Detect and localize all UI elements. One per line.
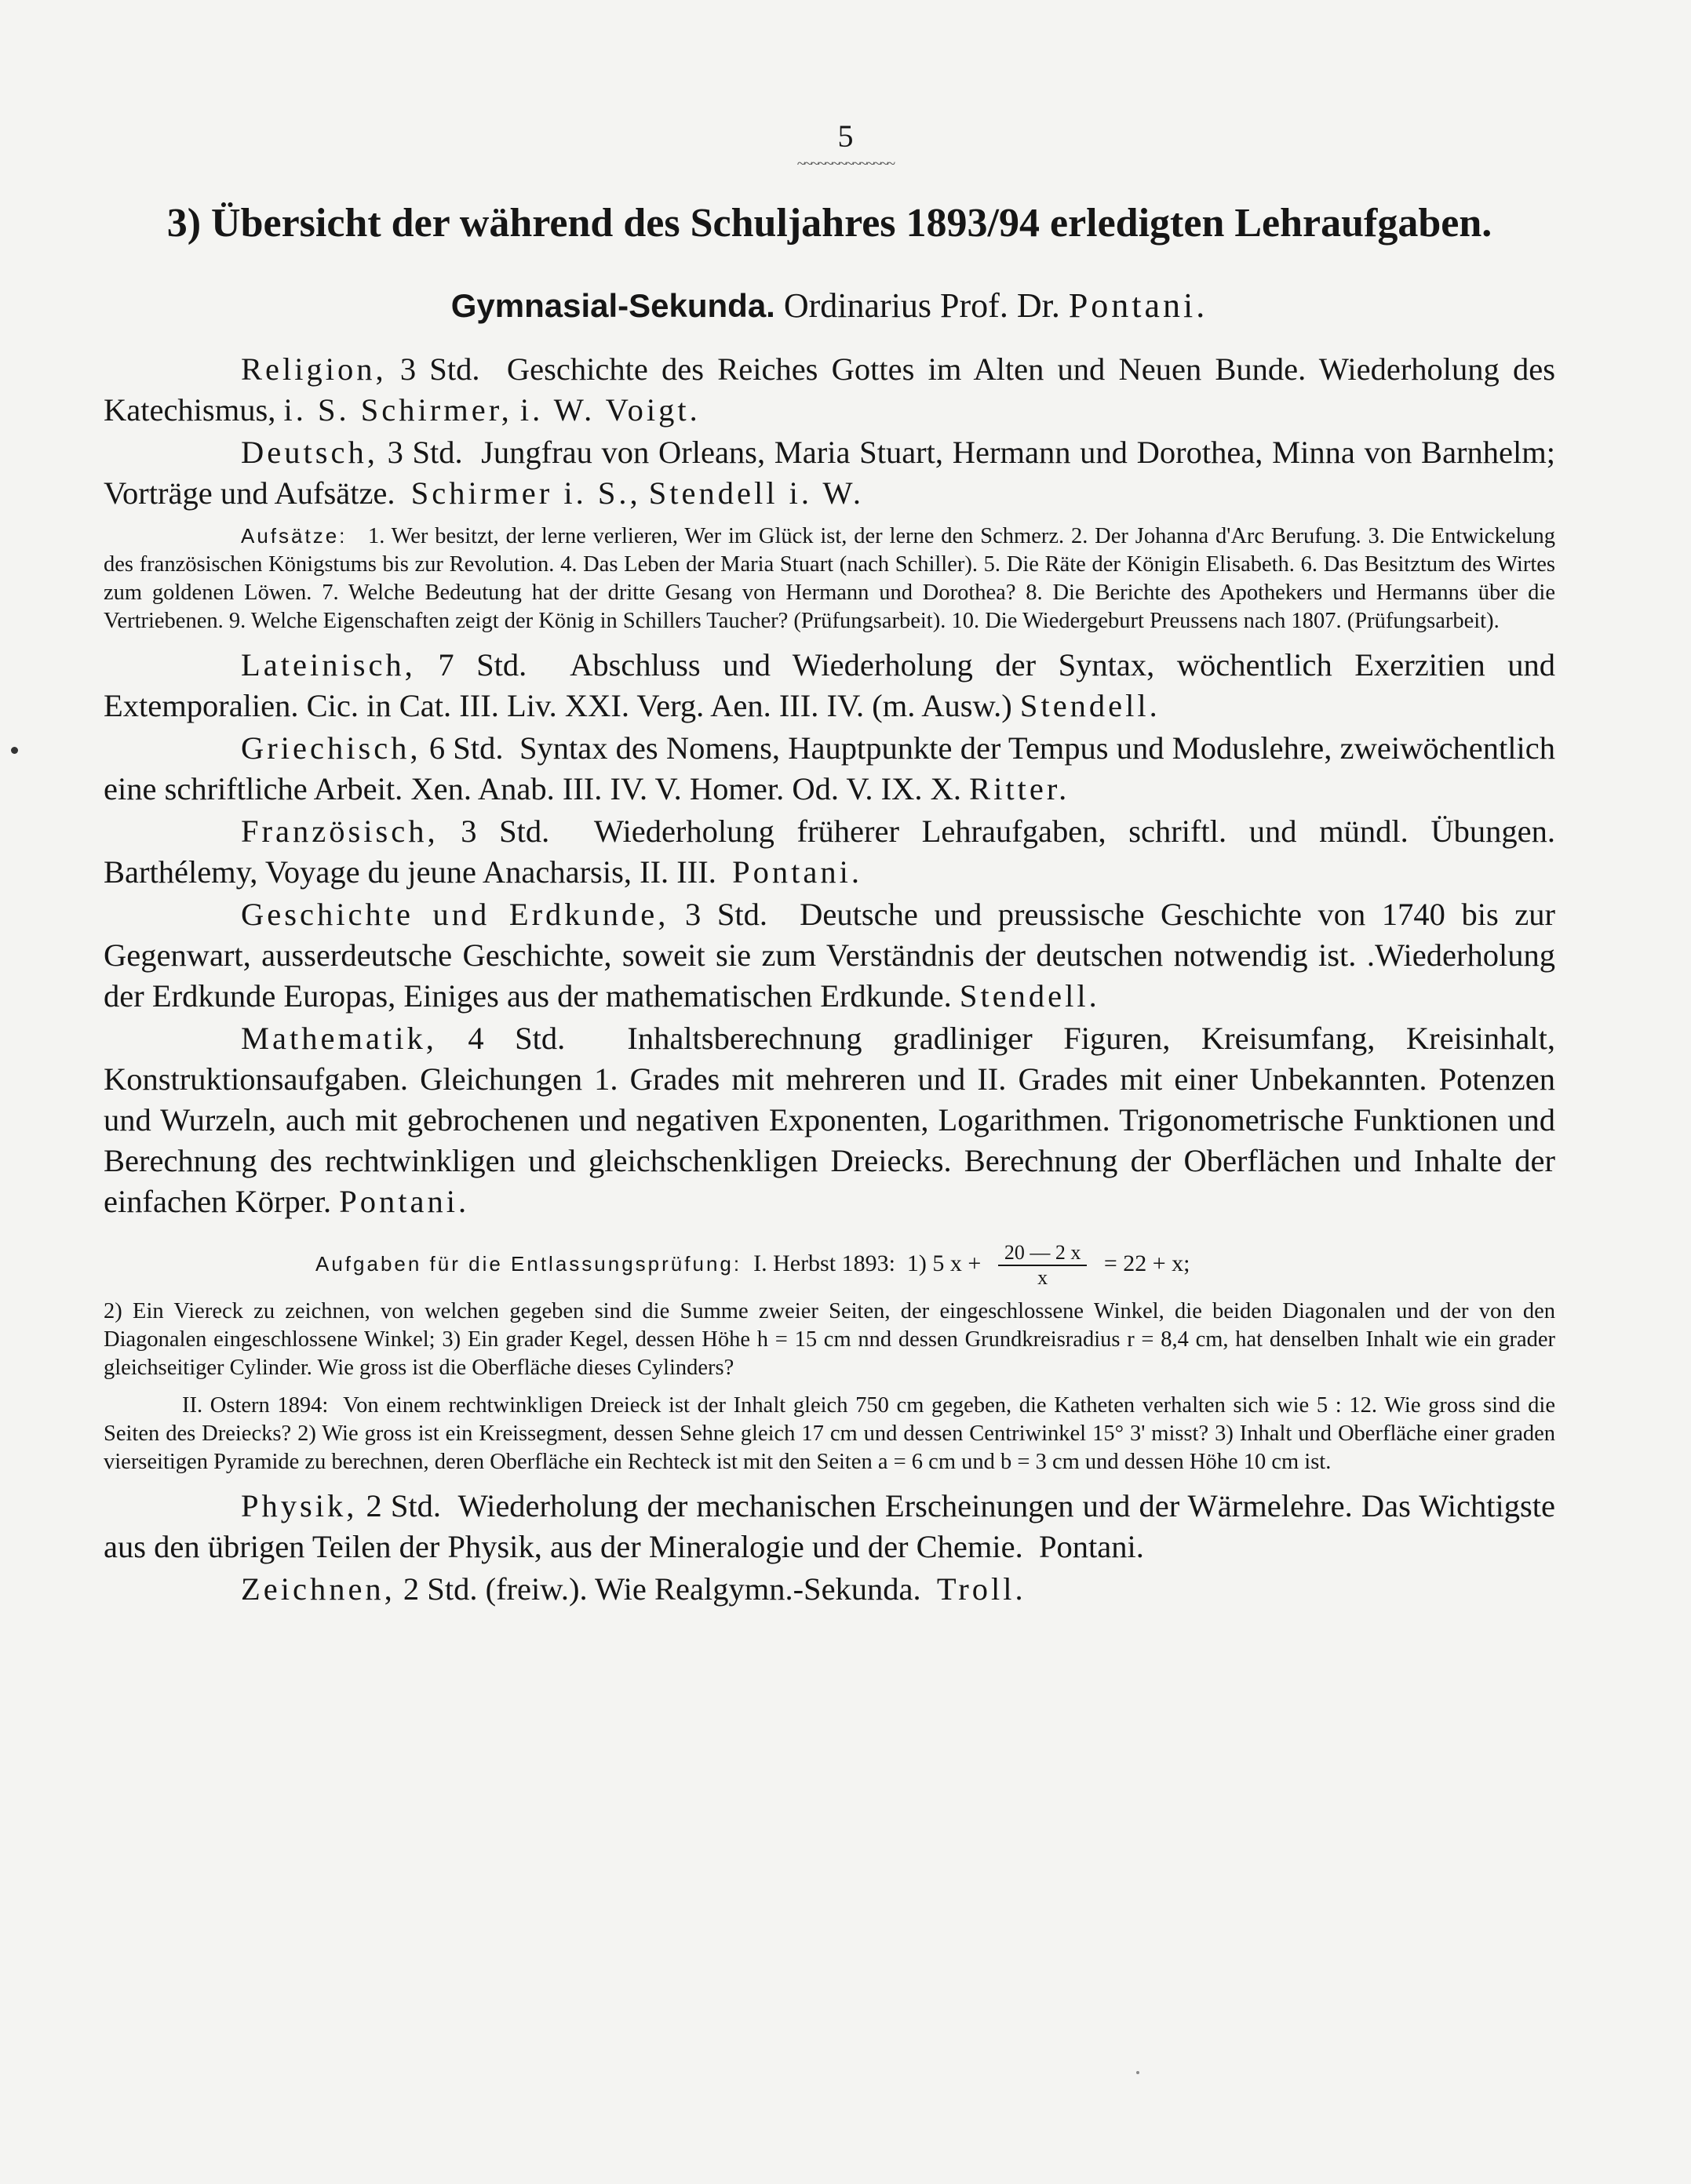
class-heading xyxy=(104,278,1555,333)
subject-name: Mathematik, xyxy=(241,1021,437,1056)
subject-deutsch xyxy=(104,432,1555,514)
subject-text: (freiw.). Wie Realgymn.-Sekunda. xyxy=(485,1571,921,1607)
teacher-summer: Schirmer i. S., xyxy=(410,475,641,511)
subject-mathematik xyxy=(104,1018,1555,1222)
page-number: 5 xyxy=(837,118,854,154)
subject-latein xyxy=(104,645,1555,726)
subject-name: Griechisch, xyxy=(241,730,421,766)
ostern-text: Von einem rechtwinkligen Dreieck ist der Inhalt gleich 750 cm gegeben, die Katheten verhalten sich wie 5 : 12. Wie gross sind die Seiten des Dreiecks? 2) Wie gross ist ein Kreissegment, dessen Sehne gleich 17 cm und dessen Centriwinkel 15° 3' misst? 3) Inhalt und Oberfläche einer graden vierseitigen Pyramide zu berechnen, deren Oberfläche ein Rechteck ist mit den Seiten a = 6 cm und b = 3 cm und dessen Höhe 10 cm ist. xyxy=(104,1393,1555,1474)
subject-physik xyxy=(104,1486,1555,1567)
aufsaetze-list xyxy=(104,522,1555,635)
teacher: Troll. xyxy=(936,1571,1026,1607)
pruefung-label: Aufgaben für die Entlassungsprüfung: xyxy=(315,1251,742,1276)
equation-rhs: = 22 + x; xyxy=(1103,1250,1190,1276)
subject-text: Syntax des Nomens, Hauptpunkte der Tempus und Moduslehre, zweiwöchentlich eine schriftliche Arbeit. Xen. Anab. III. IV. V. Homer. Od. V. IX. X. xyxy=(104,730,1556,806)
section-heading: 3) Übersicht der während des Schuljahres 1893/94 erledigten Lehraufgaben. xyxy=(166,201,1492,246)
subject-text: Abschluss und Wiederholung der Syntax, wöchentlich Exerzitien und Extemporalien. Cic. in Cat. III. Liv. XXI. Verg. Aen. III. IV. (m. Ausw.) xyxy=(104,647,1555,723)
content-body xyxy=(104,192,1555,1610)
subject-hours: 7 Std. xyxy=(438,647,527,682)
subject-hours: 2 Std. xyxy=(403,1571,478,1607)
subject-hours: 6 Std. xyxy=(428,730,504,766)
equation-fraction xyxy=(998,1241,1088,1290)
ostern-tasks xyxy=(104,1392,1555,1476)
subject-text: Wiederholung früherer Lehraufgaben, schriftl. und mündl. Übungen. Barthélemy, Voyage du jeune Anacharsis, II. III. xyxy=(104,814,1555,890)
fraction-denominator: x xyxy=(1037,1266,1048,1289)
ordinarius-label: Ordinarius Prof. Dr. xyxy=(783,286,1060,325)
subject-hours: 4 Std. xyxy=(468,1021,566,1056)
fraction-numerator: 20 — 2 x xyxy=(998,1241,1088,1266)
equation-lhs: 1) 5 x + xyxy=(906,1250,982,1276)
subject-text: Deutsche und preussische Geschichte von 1740 bis zur Gegenwart, ausserdeutsche Geschichte, soweit sie zum Verständnis der deutschen notwendig ist. .Wiederholung der Erdkunde Europas, Einiges aus der mathematischen Erdkunde. xyxy=(104,897,1556,1014)
teacher-winter: i. W. Voigt. xyxy=(519,392,701,428)
subject-name: Lateinisch, xyxy=(241,647,416,682)
page-number-ornament: ~~~~~~~~~~~~~~ xyxy=(796,155,895,173)
subject-name: Zeichnen, xyxy=(241,1571,395,1607)
subject-name: Französisch, xyxy=(241,814,439,849)
subject-geschichte xyxy=(104,894,1555,1017)
subject-hours: 3 Std. xyxy=(399,351,480,387)
teacher-winter: Stendell i. W. xyxy=(648,475,865,511)
aufsaetze-text: 1. Wer besitzt, der lerne verlieren, Wer im Glück ist, der lerne den Schmerz. 2. Der Johanna d'Arc Berufung. 3. Die Entwickelung des französischen Königstums bis zur Revolution. 4. Das Leben der Maria Stuart (nach Schiller). 5. Die Räte der Königin Elisabeth. 6. Das Besitztum des Wirtes zum goldenen Löwen. 7. Welche Bedeutung hat der dritte Gesang von Hermann und Dorothea? 8. Die Berichte des Apothekers und Hermanns über die Vertriebenen. 9. Welche Eigenschaften zeigt der König in Schillers Taucher? (Prüfungsarbeit). 10. Die Wiedergeburt Preussens nach 1807. (Prüfungsarbeit). xyxy=(104,524,1556,633)
subject-griechisch xyxy=(104,728,1555,810)
herbst-label: I. Herbst 1893: xyxy=(753,1250,895,1276)
subject-hours: 3 Std. xyxy=(461,814,550,849)
pruefung-formula xyxy=(104,1241,1555,1290)
subject-text: Jungfrau von Orleans, Maria Stuart, Hermann und Dorothea, Minna von Barnhelm; Vorträge und Aufsätze. xyxy=(104,435,1556,511)
teacher: Pontani. xyxy=(339,1184,470,1219)
dust-speck xyxy=(1136,2071,1139,2074)
teacher: Ritter. xyxy=(969,771,1070,806)
subject-religion xyxy=(104,349,1555,431)
teacher: Stendell. xyxy=(959,978,1100,1014)
teacher: Stendell. xyxy=(1019,688,1161,723)
subject-hours: 2 Std. xyxy=(366,1488,442,1523)
subject-hours: 3 Std. xyxy=(685,897,767,932)
dust-speck xyxy=(11,747,18,754)
ostern-label: II. Ostern 1894: xyxy=(182,1393,329,1418)
aufsaetze-label: Aufsätze: xyxy=(241,524,348,548)
subject-text: Inhaltsberechnung gradliniger Figuren, Kreisumfang, Kreisinhalt, Konstruktionsaufgaben. Gleichungen 1. Grades mit mehreren und II. Grades mit einer Unbekannten. Potenzen und Wurzeln, auch mit gebrochenen und negativen Exponenten, Logarithmen. Trigonometrische Funktionen und Berechnung des rechtwinkligen und gleichschenkligen Dreiecks. Berechnung der Oberflächen und Inhalte der einfachen Körper. xyxy=(104,1021,1556,1219)
subject-hours: 3 Std. xyxy=(387,435,463,470)
subject-name: Religion, xyxy=(241,351,387,387)
subject-franzoesisch xyxy=(104,811,1555,893)
subject-name: Deutsch, xyxy=(241,435,378,470)
class-name: Gymnasial-Sekunda. xyxy=(450,287,775,324)
herbst-tasks: 2) Ein Viereck zu zeichnen, von welchen gegeben sind die Summe zweier Seiten, der eingeschlossene Winkel, die beiden Diagonalen und der von den Diagonalen eingeschlossene Winkel; 3) Ein grader Kegel, dessen Höhe h = 15 cm nnd dessen Grundkreisradius r = 8,4 cm, hat denselben Inhalt wie ein grader gleichseitiger Cylinder. Wie gross ist die Oberfläche dieses Cylinders? xyxy=(104,1299,1555,1380)
teacher: Pontani. xyxy=(732,854,863,890)
ordinarius-name: Pontani. xyxy=(1068,286,1208,325)
subject-text: Wiederholung der mechanischen Erscheinungen und der Wärmelehre. Das Wichtigste aus den übrigen Teilen der Physik, aus der Mineralogie und der Chemie. xyxy=(104,1488,1556,1564)
teacher-summer: i. S. Schirmer, xyxy=(283,392,512,428)
subject-name: Geschichte und Erdkunde, xyxy=(241,897,669,932)
teacher: Pontani. xyxy=(1039,1529,1144,1564)
subject-name: Physik, xyxy=(241,1488,358,1523)
subject-zeichnen xyxy=(104,1569,1555,1610)
subject-text: Geschichte des Reiches Gottes im Alten und Neuen Bunde. Wiederholung des Katechismus, xyxy=(104,351,1556,428)
